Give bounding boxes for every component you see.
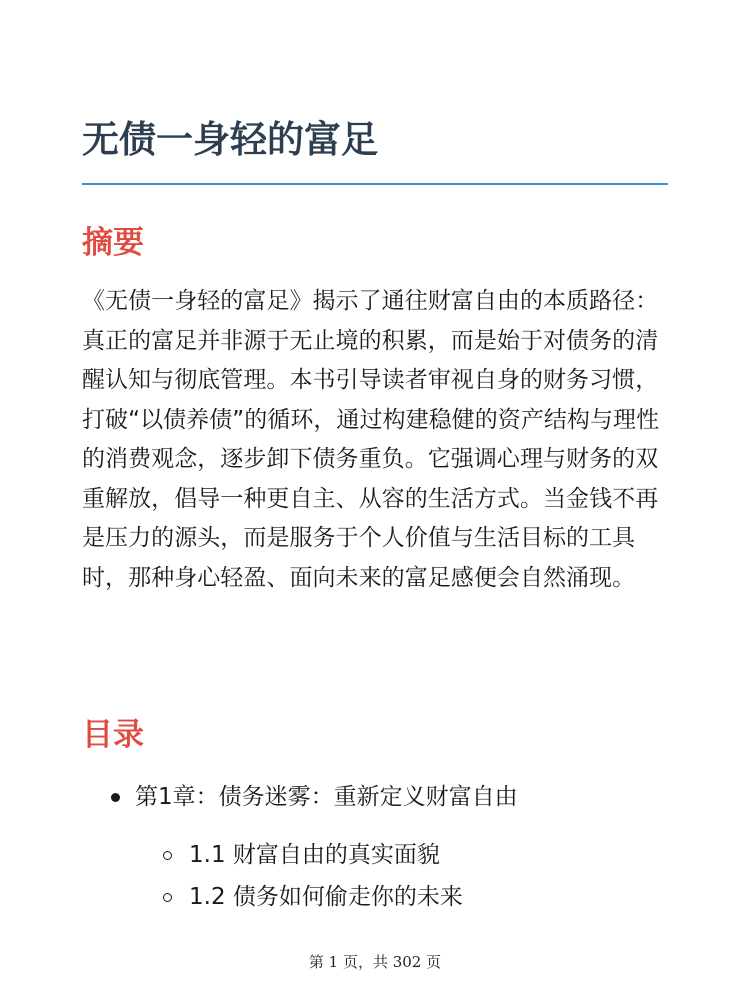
document-page: [82, 0, 668, 1000]
page-number-footer: 第 1 页，共 302 页: [308, 953, 442, 971]
toc-chapter-1[interactable]: [135, 780, 518, 814]
filled-bullet-icon: [111, 793, 120, 802]
table-of-contents: [82, 0, 668, 1000]
table-of-contents-heading: 目录: [82, 717, 144, 753]
hollow-bullet-icon: [163, 893, 172, 902]
toc-section-1-1-label: 1.1 财富自由的真实面貌: [189, 842, 440, 868]
toc-chapter-1-label: 第1章：债务迷雾：重新定义财富自由: [135, 784, 518, 810]
abstract-heading: 摘要: [82, 225, 144, 261]
toc-section-1-2-label: 1.2 债务如何偷走你的未来: [189, 884, 463, 910]
page-title: 无债一身轻的富足: [82, 118, 378, 161]
abstract-paragraph: 《无债一身轻的富足》揭示了通往财富自由的本质路径：真正的富足并非源于无止境的积累，而是始于对债务的清醒认知与彻底管理。本书引导读者审视自身的财务习惯，打破“以债养债”的循环，通过构建稳健的资产结构与理性的消费观念，逐步卸下债务重负。它强调心理与财务的双重解放，倡导一种更自主、从容的生活方式。当金钱不再是压力的源头，而是服务于个人价值与生活目标的工具时，那种身心轻盈、面向未来的富足感便会自然涌现。: [82, 288, 660, 591]
toc-section-1-2[interactable]: [189, 880, 463, 914]
hollow-bullet-icon: [163, 851, 172, 860]
toc-section-1-1[interactable]: [189, 838, 440, 872]
